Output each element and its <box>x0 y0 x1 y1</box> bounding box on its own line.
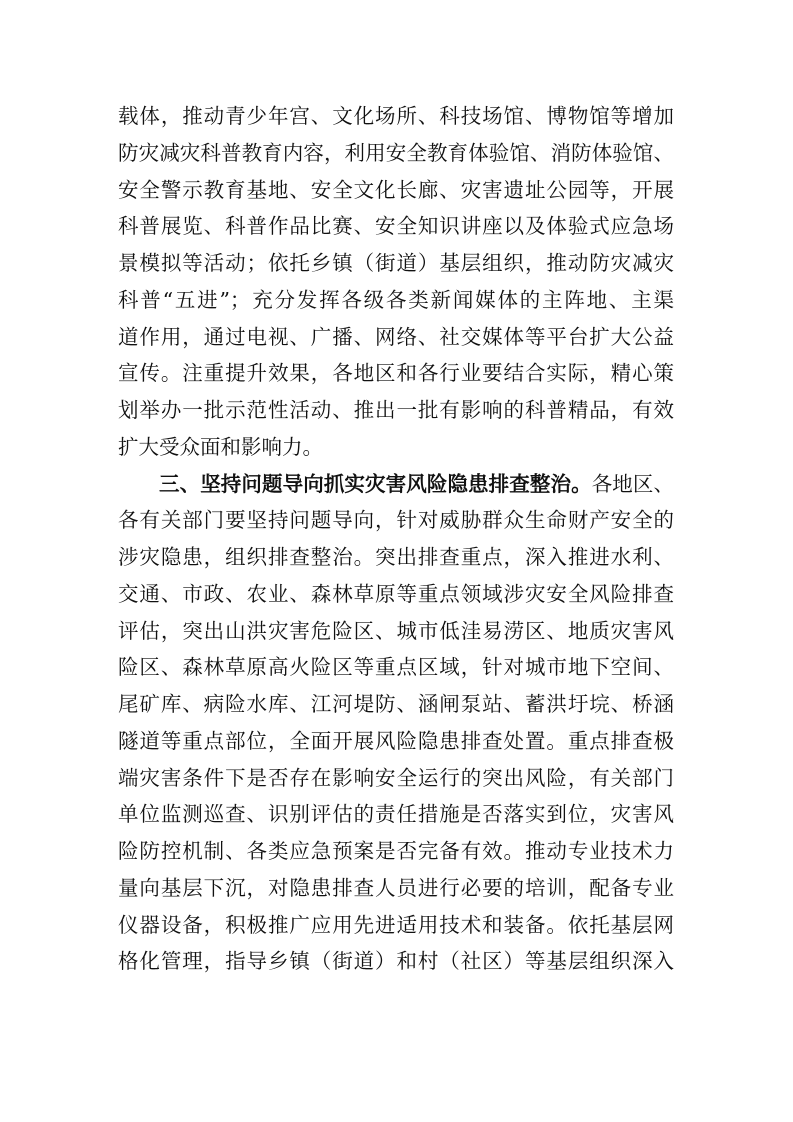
paragraph-line: 险防控机制、各类应急预案是否完备有效。推动专业技术力 <box>118 839 674 863</box>
document-page <box>118 98 674 980</box>
paragraph-line: 量向基层下沉，对隐患排查人员进行必要的培训，配备专业 <box>118 875 674 900</box>
paragraph-line: 险区、森林草原高火险区等重点区域，针对城市地下空间、 <box>118 655 674 680</box>
paragraph-line: 载体，推动青少年宫、文化场所、科技场馆、博物馆等增加 <box>118 104 674 128</box>
section-heading-line <box>118 466 674 503</box>
paragraph-line: 评估，突出山洪灾害危险区、城市低洼易涝区、地质灾害风 <box>118 618 674 643</box>
paragraph-risk-inspection <box>118 466 674 981</box>
paragraph-line: 划举办一批示范性活动、推出一批有影响的科普精品，有效 <box>118 398 674 422</box>
paragraph-line: 科普“五进”；充分发挥各级各类新闻媒体的主阵地、主渠 <box>118 287 674 312</box>
paragraph-line: 安全警示教育基地、安全文化长廊、灾害遗址公园等，开展 <box>118 177 674 202</box>
paragraph-line: 景模拟等活动；依托乡镇（街道）基层组织，推动防灾减灾 <box>118 251 674 275</box>
paragraph-science-outreach <box>118 98 674 466</box>
paragraph-line: 格化管理，指导乡镇（街道）和村（社区）等基层组织深入 <box>118 949 674 974</box>
paragraph-line: 扩大受众面和影响力。 <box>118 434 323 459</box>
section-heading-rest: 各地区、 <box>591 471 674 496</box>
paragraph-line: 交通、市政、农业、森林草原等重点领域涉灾安全风险排查 <box>118 581 674 606</box>
paragraph-line: 道作用，通过电视、广播、网络、社交媒体等平台扩大公益 <box>118 324 674 349</box>
paragraph-line: 单位监测巡查、识别评估的责任措施是否落实到位，灾害风 <box>118 802 674 827</box>
section-heading: 三、坚持问题导向抓实灾害风险隐患排查整治。 <box>159 471 592 496</box>
paragraph-line: 端灾害条件下是否存在影响安全运行的突出风险，有关部门 <box>118 765 674 790</box>
paragraph-line: 涉灾隐患，组织排查整治。突出排查重点，深入推进水利、 <box>118 545 674 569</box>
paragraph-line: 各有关部门要坚持问题导向，针对威胁群众生命财产安全的 <box>118 508 674 533</box>
paragraph-line: 防灾减灾科普教育内容，利用安全教育体验馆、消防体验馆、 <box>118 140 674 165</box>
paragraph-line: 尾矿库、病险水库、江河堤防、涵闸泵站、蓄洪圩垸、桥涵 <box>118 692 674 716</box>
paragraph-line: 宣传。注重提升效果，各地区和各行业要结合实际，精心策 <box>118 361 674 386</box>
paragraph-line: 隧道等重点部位，全面开展风险隐患排查处置。重点排查极 <box>118 728 674 753</box>
paragraph-line: 科普展览、科普作品比赛、安全知识讲座以及体验式应急场 <box>118 214 674 239</box>
paragraph-line: 仪器设备，积极推广应用先进适用技术和装备。依托基层网 <box>118 912 674 937</box>
